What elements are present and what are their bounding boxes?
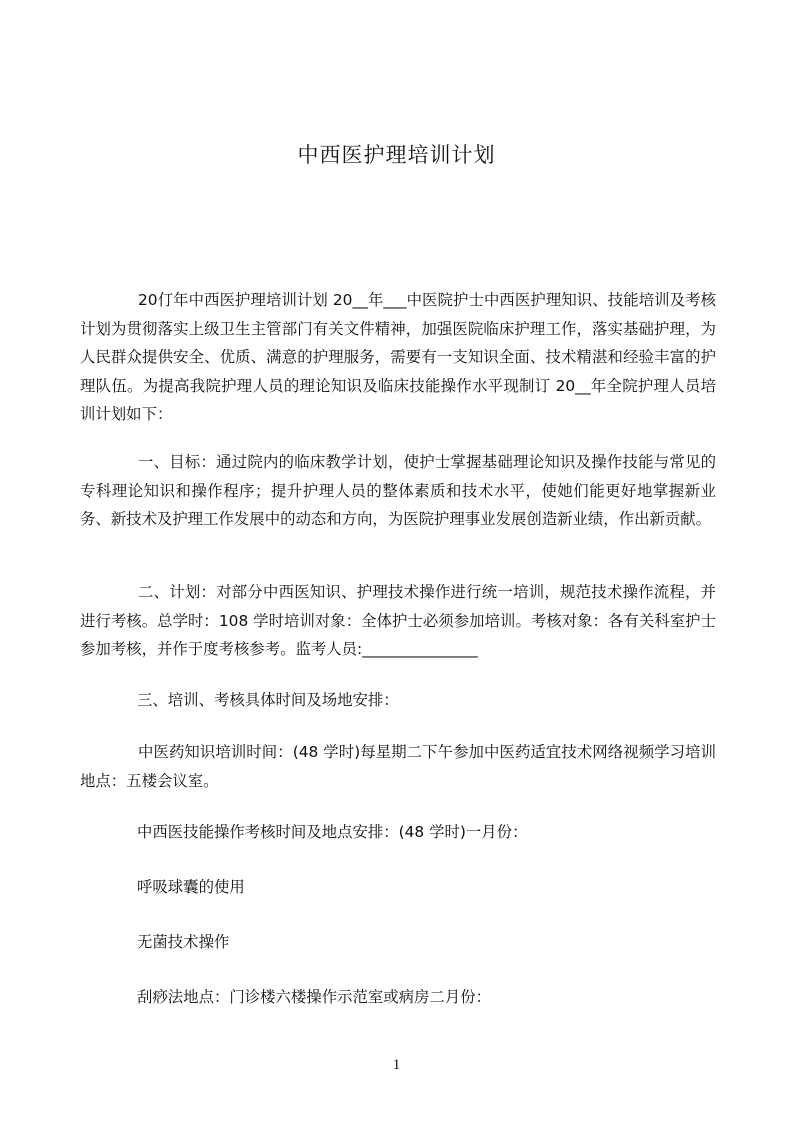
paragraph-plan: 二、计划：对部分中西医知识、护理技术操作进行统一培训，规范技术操作流程，并进行考核。总学时：108 学时培训对象：全体护士必须参加培训。考核对象：各有关科室护士参加考核，并作于度考核参考。监考人员:_______________	[80, 583, 716, 659]
list-item-breathing-bag: 呼吸球囊的使用	[137, 878, 245, 896]
paragraph-tcm-training: 中医药知识培训时间：(48 学时)每星期二下午参加中医药适宜技术网络视频学习培训地点：五楼会议室。	[80, 743, 716, 790]
list-item-guasha: 刮痧法地点：门诊楼六楼操作示范室或病房二月份：	[137, 988, 491, 1006]
paragraph-goal: 一、目标：通过院内的临床教学计划，使护士掌握基础理论知识及操作技能与常见的专科理论知识和操作程序；提升护理人员的整体素质和技术水平，使她们能更好地掌握新业务、新技术及护理工作发展中的动态和方向，为医院护理事业发展创造新业绩，作出新贡献。	[80, 453, 716, 529]
list-item-aseptic-technique: 无菌技术操作	[137, 933, 230, 951]
paragraph-intro: 20仃年中西医护理培训计划 20__年___中医院护士中西医护理知识、技能培训及考核计划为贯彻落实上级卫生主管部门有关文件精神，加强医院临床护理工作，落实基础护理，为人民群众提供安全、优质、满意的护理服务，需要有一支知识全面、技术精湛和经验丰富的护理队伍。为提高我院护理人员的理论知识及临床技能操作水平现制订 20__年全院护理人员培训计划如下：	[80, 291, 716, 424]
section-schedule-heading: 三、培训、考核具体时间及场地安排：	[137, 691, 399, 709]
paragraph-skills-exam: 中西医技能操作考核时间及地点安排：(48 学时)一月份：	[137, 823, 528, 841]
document-title: 中西医护理培训计划	[297, 143, 496, 167]
page-number: 1	[392, 1057, 401, 1073]
